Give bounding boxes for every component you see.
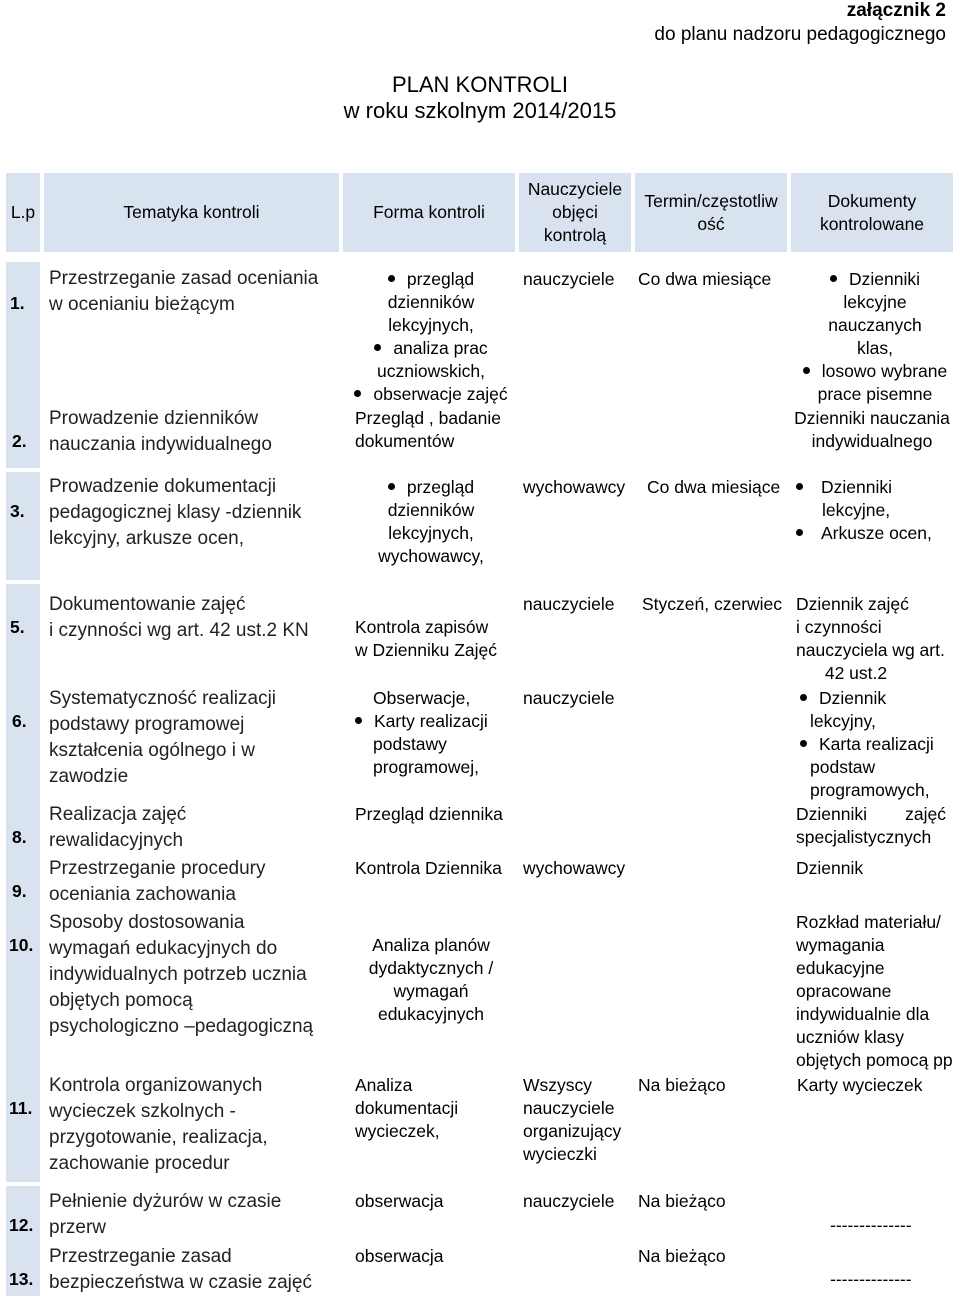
bullet-icon bbox=[803, 367, 810, 374]
bullet-icon bbox=[830, 275, 837, 282]
teachers-cell: nauczyciele bbox=[523, 688, 615, 708]
term-cell: Co dwa miesiące bbox=[638, 269, 772, 289]
docs-cell: Dzienniki nauczania indywidualnego bbox=[794, 408, 950, 451]
topic-cell: Sposoby dostosowania wymagań edukacyjnych do indywidualnych potrzeb ucznia objętych pomocą psychologiczno –pedagogiczną bbox=[49, 912, 314, 1037]
teachers-cell: nauczyciele bbox=[523, 1191, 615, 1211]
attachment-subtitle: do planu nadzoru pedagogicznego bbox=[654, 24, 946, 45]
bullet-icon bbox=[388, 483, 395, 490]
topic-cell: Przestrzeganie zasad bezpieczeństwa w czasie zajęć bbox=[49, 1246, 312, 1293]
docs-cell: Dzienniki zajęć specjalistycznych bbox=[796, 804, 946, 847]
col-header-form: Forma kontroli bbox=[343, 173, 515, 252]
row-number: 2. bbox=[12, 431, 27, 451]
form-cell: obserwacja bbox=[355, 1246, 444, 1266]
term-cell: Co dwa miesiące bbox=[647, 477, 781, 497]
form-cell: Kontrola Dziennika bbox=[355, 858, 502, 878]
row-divider bbox=[6, 1182, 40, 1186]
bullet-icon bbox=[355, 717, 362, 724]
term-cell: Styczeń, czerwiec bbox=[642, 594, 783, 614]
teachers-cell: wychowawcy bbox=[523, 858, 626, 878]
docs-cell: Dziennik bbox=[796, 858, 864, 878]
page-subtitle: w roku szkolnym 2014/2015 bbox=[343, 98, 617, 123]
docs-cell: Dziennik zajęć i czynności nauczyciela wg art. 42 ust.2 bbox=[796, 594, 945, 683]
topic-cell: Realizacja zajęć rewalidacyjnych bbox=[49, 804, 187, 851]
teachers-cell: nauczyciele bbox=[523, 594, 615, 614]
row-divider bbox=[6, 468, 40, 472]
docs-cell: Rozkład materiału/ wymagania edukacyjne opracowane indywidualnie dla uczniów klasy objętych pomocą pp bbox=[796, 912, 953, 1070]
form-cell: Kontrola zapisów w Dzienniku Zajęć bbox=[355, 617, 497, 660]
form-cell: obserwacja bbox=[355, 1191, 444, 1211]
bullet-icon bbox=[800, 694, 807, 701]
page-title: PLAN KONTROLI bbox=[391, 72, 569, 97]
teachers-cell: wychowawcy bbox=[523, 477, 626, 497]
col-header-topic: Tematyka kontroli bbox=[44, 173, 339, 252]
term-cell: Na bieżąco bbox=[638, 1191, 726, 1211]
topic-cell: Pełnienie dyżurów w czasie przerw bbox=[49, 1191, 282, 1238]
row-number: 8. bbox=[12, 827, 27, 847]
row-number: 13. bbox=[9, 1269, 34, 1289]
topic-cell: Systematyczność realizacji podstawy programowej kształcenia ogólnego i w zawodzie bbox=[49, 688, 277, 787]
teachers-cell: nauczyciele bbox=[523, 269, 615, 289]
row-number: 12. bbox=[9, 1215, 34, 1235]
docs-cell: Dziennik lekcyjny, Karta realizacji podstaw programowych, bbox=[796, 687, 934, 802]
form-cell: Obserwacje, Karty realizacji podstawy programowej, bbox=[355, 687, 515, 779]
col-header-docs: Dokumenty kontrolowane bbox=[791, 173, 953, 252]
teachers-cell: Wszyscy nauczyciele organizujący wycieczki bbox=[523, 1075, 622, 1164]
topic-cell: Dokumentowanie zajęć i czynności wg art. 42 ust.2 KN bbox=[49, 594, 309, 641]
row-number: 11. bbox=[9, 1098, 33, 1118]
row-number: 9. bbox=[12, 881, 27, 901]
form-cell: Przegląd , badanie dokumentów bbox=[355, 408, 501, 451]
row-number: 10. bbox=[9, 935, 34, 955]
bullet-icon bbox=[796, 483, 803, 490]
attachment-label: załącznik 2 bbox=[846, 0, 946, 21]
col-header-term: Termin/częstotliw ość bbox=[635, 173, 787, 252]
docs-cell: -------------- bbox=[830, 1215, 912, 1235]
form-cell: przegląd dzienników lekcyjnych, wychowawcy, bbox=[378, 477, 484, 566]
topic-cell: Przestrzeganie procedury oceniania zachowania bbox=[49, 858, 266, 905]
row-number: 6. bbox=[12, 711, 27, 731]
term-cell: Na bieżąco bbox=[638, 1075, 726, 1095]
form-cell: przegląd dzienników lekcyjnych, analiza prac uczniowskich, obserwacje zajęć bbox=[349, 268, 513, 406]
form-cell: Przegląd dziennika bbox=[355, 804, 503, 824]
docs-cell: Dzienniki lekcyjne, Arkusze ocen, bbox=[796, 476, 932, 545]
row-number: 3. bbox=[10, 501, 25, 521]
bullet-icon bbox=[796, 529, 803, 536]
bullet-icon bbox=[800, 740, 807, 747]
lp-column-background bbox=[6, 262, 40, 1296]
topic-cell: Przestrzeganie zasad oceniania w ocenianiu bieżącym bbox=[49, 268, 319, 315]
docs-cell: Dzienniki lekcyjne nauczanych klas, losowo wybrane prace pisemne bbox=[794, 268, 956, 406]
topic-cell: Prowadzenie dokumentacji pedagogicznej klasy -dziennik lekcyjny, arkusze ocen, bbox=[49, 476, 302, 549]
bullet-icon bbox=[374, 344, 381, 351]
row-number: 5. bbox=[10, 617, 25, 637]
bullet-icon bbox=[354, 390, 361, 397]
row-number: 1. bbox=[10, 293, 25, 313]
form-cell: Analiza planów dydaktycznych / wymagań edukacyjnych bbox=[368, 935, 494, 1024]
topic-cell: Kontrola organizowanych wycieczek szkolnych - przygotowanie, realizacja, zachowanie procedur bbox=[49, 1075, 268, 1174]
topic-cell: Prowadzenie dzienników nauczania indywidualnego bbox=[49, 408, 272, 455]
row-divider bbox=[6, 580, 40, 584]
term-cell: Na bieżąco bbox=[638, 1246, 726, 1266]
col-header-teachers: Nauczyciele objęci kontrolą bbox=[519, 173, 631, 252]
docs-cell: Karty wycieczek bbox=[797, 1075, 923, 1095]
bullet-icon bbox=[388, 275, 395, 282]
form-cell: Analiza dokumentacji wycieczek, bbox=[355, 1075, 459, 1141]
col-header-lp: L.p bbox=[6, 173, 40, 252]
docs-cell: -------------- bbox=[830, 1269, 912, 1289]
